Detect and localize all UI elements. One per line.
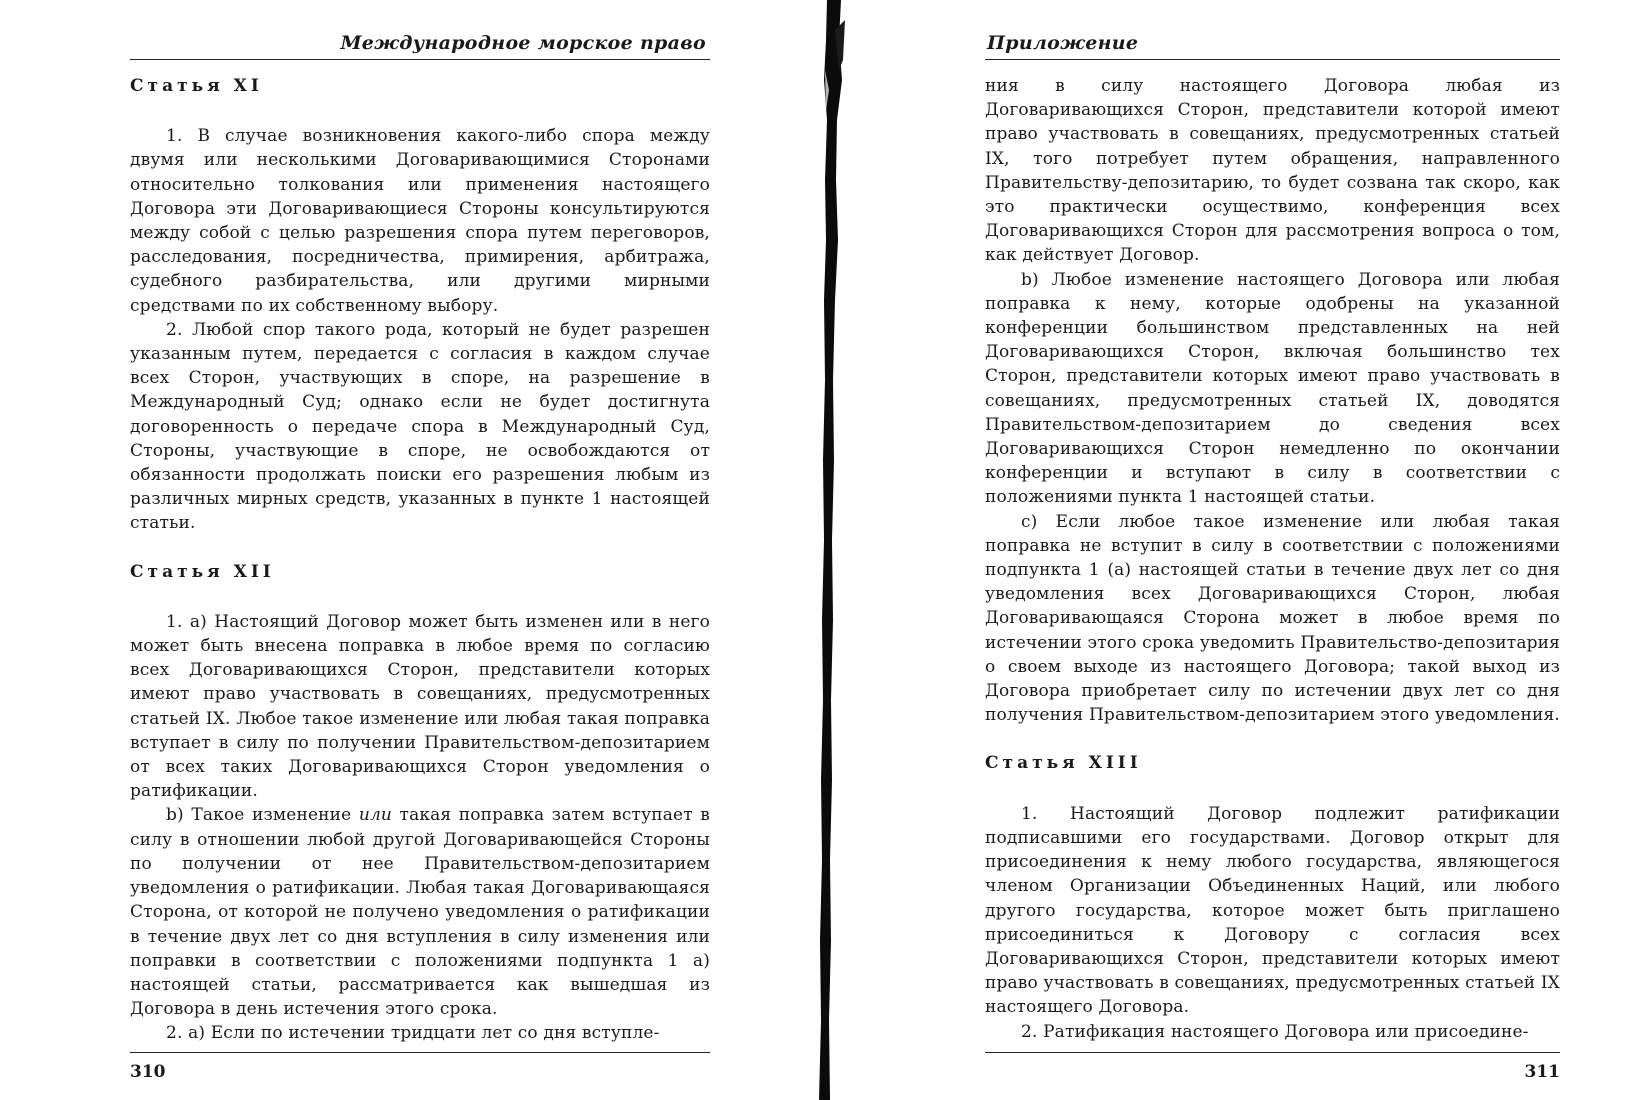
book-gutter-shadow: [815, 0, 853, 1100]
article-xii-paragraph-1b-pre: b) Такое изменение: [166, 805, 359, 826]
article-xii-paragraph-1b: [130, 803, 710, 1021]
right-footer-rule: [985, 1052, 1560, 1053]
article-xi-paragraph-1: 1. В случае возникновения какого-либо спора между двумя или несколькими Договаривающимися Сторонами относительно толкования или применения настоящего Договора эти Договаривающиеся Стороны консультируются между собой с целью разрешения спора путем переговоров, расследования, посредничества, примирения, арбитража, судебного разбирательства, или другими мирными средствами по их собственному выбору.: [130, 126, 710, 316]
article-xii-paragraph-2a-continued: ния в силу настоящего Договора любая из Договаривающихся Сторон, представители которой имеют право участвовать в совещаниях, предусмотренных статьей IX, того потребует путем обращения, направленного Правительству-депозитарию, то будет созвана так скоро, как это практически осуществимо, конференция всех Договаривающихся Сторон для рассмотрения вопроса о том, как действует Договор.: [985, 76, 1560, 266]
right-page: [985, 0, 1560, 1100]
article-xiii-heading: Статья XIII: [985, 753, 1142, 774]
article-xii-paragraph-2c: с) Если любое такое изменение или любая такая поправка не вступит в силу в соответствии с положениями подпункта 1 (а) настоящей статьи в течение двух лет со дня уведомления всех Договаривающихся Сторон, любая Договаривающаяся Сторона может в любое время по истечении этого срока уведомить Правительство-депозитария о своем выходе из настоящего Договора; такой выход из Договора приобретает силу по истечении двух лет со дня получения Правительством-депозитарием этого уведомления.: [985, 511, 1560, 726]
right-page-text: [985, 74, 1560, 1044]
article-xii-paragraph-1b-italic: или: [358, 805, 393, 826]
article-xii-heading: Статья XII: [130, 561, 275, 582]
right-page-number: 311: [1524, 1062, 1560, 1082]
left-footer-rule: [130, 1052, 710, 1053]
article-xii-paragraph-2b: b) Любое изменение настоящего Договора или любая поправка к нему, которые одобрены на указанной конференции большинством представленных на ней Договаривающихся Сторон, включая большинство тех Сторон, представители которых имеют право участвовать в совещаниях, предусмотренных статьей IX, доводятся Правительством-депозитарием до сведения всех Договаривающихся Сторон немедленно по окончании конференции и вступают в силу в соответствии с положениями пункта 1 настоящей статьи.: [985, 269, 1560, 508]
article-xi-heading: Статья XI: [130, 76, 263, 96]
article-xiii-paragraph-2-start: 2. Ратификация настоящего Договора или присоедине-: [1021, 1021, 1529, 1042]
article-xi-paragraph-2: 2. Любой спор такого рода, который не будет разрешен указанным путем, передается с согласия в каждом случае всех Сторон, участвующих в споре, на разрешение в Международный Суд; однако если не будет достигнута договоренность о передаче спора в Международный Суд, Стороны, участвующие в споре, не освобождаются от обязанности продолжать поиски его разрешения любым из различных мирных средств, указанных в пункте 1 настоящей статьи.: [130, 319, 710, 534]
article-xii-paragraph-1a: 1. а) Настоящий Договор может быть изменен или в него может быть внесена поправка в любое время по согласию всех Договаривающихся Сторон, представители которых имеют право участвовать в совещаниях, предусмотренных статьей IX. Любое такое изменение или любая такая поправка вступает в силу по получении Правительством-депозитарием от всех таких Договаривающихся Сторон уведомления о ратификации.: [130, 611, 710, 802]
left-page: [130, 0, 710, 1100]
article-xii-paragraph-1b-post: такая поправка затем вступает в силу в отношении любой другой Договаривающейся Стороны по получении от нее Правительством-депозитарием уведомления о ратификации. Любая такая Договаривающаяся Сторона, от которой не получено уведомления о ратификации в течение двух лет со дня вступления в силу изменения или поправки в соответствии с положениями подпункта 1 а) настоящей статьи, рассматривается как вышедшая из Договора в день истечения этого срока.: [130, 805, 710, 1020]
right-running-head: Приложение: [985, 32, 1560, 60]
left-running-head: Международное морское право: [130, 32, 710, 60]
left-page-number: 310: [130, 1062, 166, 1082]
left-page-text: [130, 74, 710, 1046]
article-xii-paragraph-2a-start: 2. а) Если по истечении тридцати лет со дня вступле-: [166, 1023, 660, 1044]
article-xiii-paragraph-1: 1. Настоящий Договор подлежит ратификации подписавшими его государствами. Договор открыт для присоединения к нему любого государства, являющегося членом Организации Объединенных Наций, или любого другого государства, которое может быть приглашено присоединиться к Договору с согласия всех Договаривающихся Сторон, представители которых имеют право участвовать в совещаниях, предусмотренных статьей IX настоящего Договора.: [985, 803, 1560, 1018]
